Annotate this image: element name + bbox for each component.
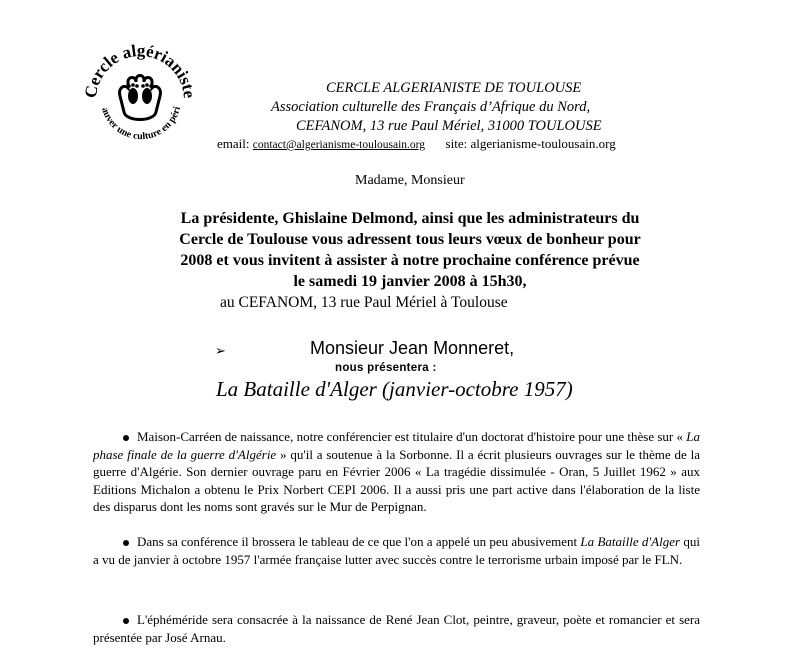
org-address: CEFANOM, 13 rue Paul Mériel, 31000 TOULOUSE	[296, 118, 602, 134]
thesis-title: La phase finale de la guerre d'Algérie	[93, 429, 700, 462]
hand-with-feet-icon	[120, 76, 161, 120]
bullet-icon	[93, 611, 137, 629]
logo-graphic	[80, 38, 200, 158]
invitation-venue: au CEFANOM, 13 rue Paul Mériel à Toulouse	[220, 294, 508, 311]
invitation-line-1: La présidente, Ghislaine Delmond, ainsi que les administrateurs du	[180, 210, 640, 227]
speaker-presents: nous présentera :	[335, 362, 437, 374]
site-url: algerianisme-toulousain.org	[470, 136, 616, 151]
invitation-line-2: Cercle de Toulouse vous adressent tous leurs vœux de bonheur pour	[179, 231, 641, 248]
logo-bottom-text: auver une culture en péri	[99, 105, 184, 143]
association-logo	[80, 38, 200, 158]
invitation-line-3: 2008 et vous invitent à assister à notre prochaine conférence prévue	[180, 252, 640, 269]
association-description: Association culturelle des Français d’Afrique du Nord,	[271, 99, 591, 115]
org-name: CERCLE ALGERIANISTE DE TOULOUSE	[326, 80, 582, 96]
conference-subject: La Bataille d'Alger	[580, 534, 681, 549]
logo-top-text: Cercle algérianiste	[80, 40, 200, 100]
salutation: Madame, Monsieur	[355, 173, 465, 188]
invitation-block	[110, 208, 710, 292]
paragraph-ephemeride: L'éphéméride sera consacrée à la naissance de René Jean Clot, peintre, graveur, poète et romancier et sera présentée par José Arnau.	[93, 612, 700, 645]
contact-line	[217, 136, 616, 152]
paragraph-biography: Maison-Carréen de naissance, notre conférencier est titulaire d'un doctorat d'histoire pour une thèse sur « La phase finale de la guerre d'Algérie » qu'il a soutenue à la Sorbonne. Il a écrit plusieurs ouvrages sur le thème de la guerre d'Algérie. Son dernier ouvrage paru en Février 2006 « La tragédie dissimulée - Oran, 5 Juillet 1962 » aux Editions Michalon a obtenu le Prix Norbert CEPI 2006. Il a aussi pris une part active dans l'élaboration de la liste des disparus dont les noms sont gravés sur le Mur de Perpignan.	[93, 429, 700, 514]
arrow-bullet-icon: ➢	[215, 343, 226, 358]
speaker-name: Monsieur Jean Monneret,	[310, 338, 515, 358]
bullet-icon	[93, 428, 137, 446]
site-label: site:	[445, 136, 468, 151]
paragraph-conference: Dans sa conférence il brossera le tableau de ce que l'on a appelé un peu abusivement La Bataille d'Alger qui a vu de janvier à octobre 1957 l'armée française lutter avec succès contre le terrorisme urbain imposé par le FLN.	[93, 534, 700, 567]
email-link[interactable]: contact@algerianisme-toulousain.org	[252, 139, 426, 151]
invitation-date: le samedi 19 janvier 2008 à 15h30,	[293, 273, 527, 290]
bullet-icon	[93, 533, 137, 551]
conference-title: La Bataille d'Alger (janvier-octobre 1957)	[216, 377, 573, 401]
email-label: email:	[217, 136, 250, 151]
